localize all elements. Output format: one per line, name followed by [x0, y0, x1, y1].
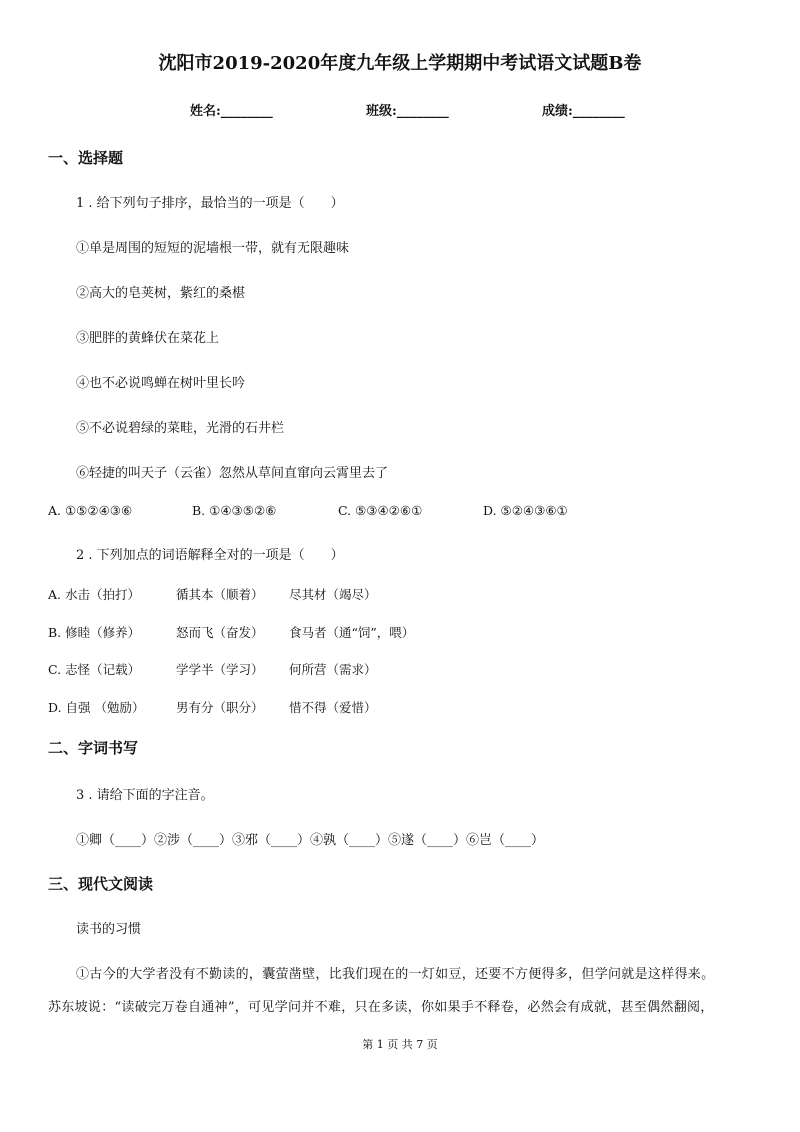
- question-3-stem: 3 . 请给下面的字注音。: [76, 788, 214, 803]
- score-field: 成绩:________: [542, 104, 625, 119]
- section-heading-reading: 三、现代文阅读: [48, 875, 154, 893]
- question-1-item: ⑤不必说碧绿的菜畦，光滑的石井栏: [76, 421, 285, 436]
- question-1-option-a: A. ①⑤②④③⑥: [48, 503, 133, 518]
- question-1-item: ③肥胖的黄蜂伏在菜花上: [76, 331, 220, 346]
- reading-paragraph-line: ①古今的大学者没有不勤读的，囊萤凿壁，比我们现在的一灯如豆，还要不方便得多，但学问就是这样得来。: [76, 967, 715, 982]
- question-1-item: ①单是周围的短短的泥墙根一带，就有无限趣味: [76, 241, 350, 256]
- question-2-option-b: B. 修睦（修养）: [48, 625, 141, 640]
- question-2-option-d: 惜不得（爱惜）: [289, 700, 377, 715]
- question-3-blanks: ①卿（____）②涉（____）③邪（____）④孰（____）⑤遂（____）⑥岂（____）: [76, 833, 545, 848]
- question-1-option-d: D. ⑤②④③⑥①: [483, 503, 568, 518]
- question-1-option-b: B. ①④③⑤②⑥: [192, 503, 277, 518]
- question-1-item: ④也不必说鸣蝉在树叶里长吟: [76, 376, 246, 391]
- question-2-stem: 2 . 下列加点的词语解释全对的一项是（ ）: [76, 548, 344, 563]
- question-2-option-a: 尽其材（竭尽）: [289, 587, 377, 602]
- question-2-option-b: 食马者（通“饲”，喂）: [289, 625, 415, 640]
- question-2-option-b: 怒而飞（奋发）: [176, 625, 264, 640]
- class-field: 班级:________: [366, 104, 449, 119]
- question-1-stem: 1 . 给下列句子排序，最恰当的一项是（ ）: [76, 196, 344, 211]
- question-2-option-a: 循其本（顺着）: [176, 587, 264, 602]
- reading-paragraph-line: 苏东坡说：“读破完万卷自通神”，可见学问并不难，只在多读，你如果手不释卷，必然会有成就，甚至偶然翻阅，: [48, 1000, 714, 1015]
- question-2-option-c: 学学半（学习）: [176, 662, 264, 677]
- section-heading-choice: 一、选择题: [48, 149, 124, 167]
- question-2-option-c: 何所营（需求）: [289, 662, 377, 677]
- name-field: 姓名:________: [190, 104, 273, 119]
- question-2-option-a: A. 水击（拍打）: [48, 587, 140, 602]
- question-2-option-d: 男有分（职分）: [176, 700, 264, 715]
- question-2-option-d: D. 自强 （勉励）: [48, 700, 145, 715]
- question-1-option-c: C. ⑤③④②⑥①: [338, 503, 423, 518]
- question-2-option-c: C. 志怪（记载）: [48, 662, 141, 677]
- question-1-item: ⑥轻捷的叫天子（云雀）忽然从草间直窜向云霄里去了: [76, 466, 389, 481]
- reading-title: 读书的习惯: [76, 922, 142, 937]
- page-number: 第 1 页 共 7 页: [362, 1038, 438, 1051]
- page-title: 沈阳市2019-2020年度九年级上学期期中考试语文试题B卷: [158, 53, 642, 74]
- question-1-item: ②高大的皂荚树，紫红的桑椹: [76, 286, 246, 301]
- section-heading-words: 二、字词书写: [48, 739, 139, 757]
